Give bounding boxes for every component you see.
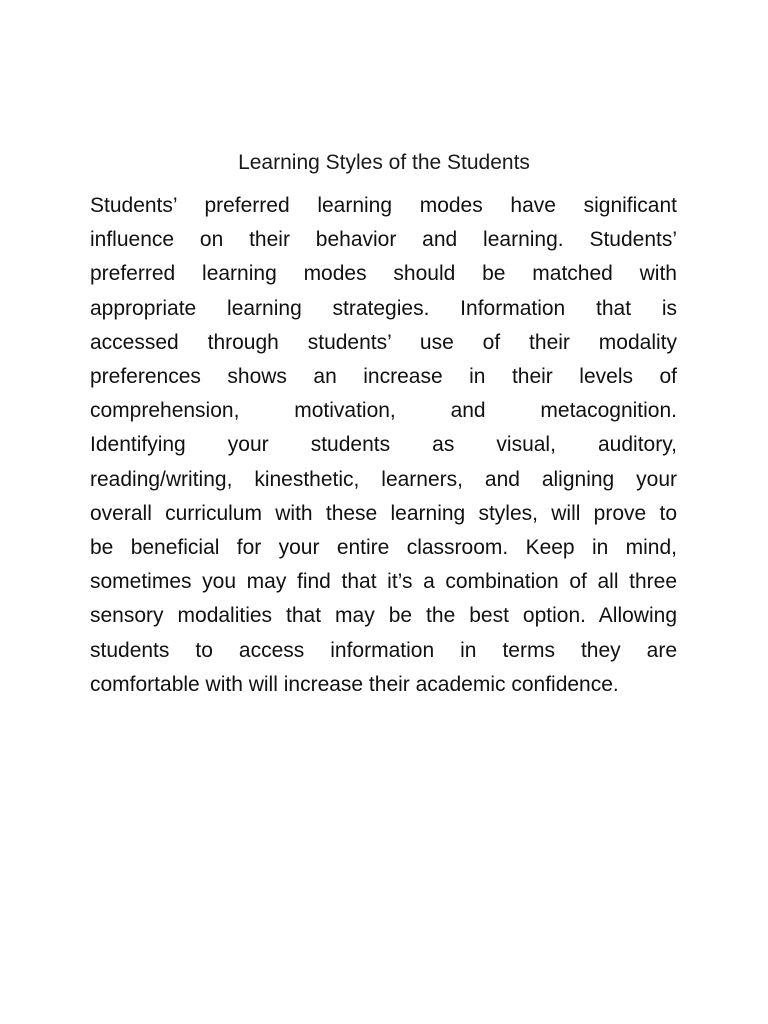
paragraph-line: sometimes you may find that it’s a combination of all three bbox=[90, 570, 677, 594]
paragraph-line: reading/writing, kinesthetic, learners, and aligning your bbox=[90, 467, 677, 491]
paragraph-line: Identifying your students as visual, auditory, bbox=[90, 433, 677, 457]
paragraph-line: students to access information in terms they are bbox=[90, 638, 677, 662]
paragraph-line: comprehension, motivation, and metacognition. bbox=[90, 399, 677, 423]
paragraph-line: preferred learning modes should be matched with bbox=[90, 262, 677, 286]
paragraph-line: Students’ preferred learning modes have significant bbox=[90, 194, 677, 217]
paragraph-line: preferences shows an increase in their levels of bbox=[90, 365, 677, 389]
paragraph-line: accessed through students’ use of their modality bbox=[90, 330, 677, 354]
document-paragraph bbox=[90, 189, 677, 702]
paragraph-line: influence on their behavior and learning. Students’ bbox=[90, 228, 677, 252]
paragraph-line: appropriate learning strategies. Information that is bbox=[90, 296, 677, 320]
paragraph-line: overall curriculum with these learning styles, will prove to bbox=[90, 501, 677, 525]
paragraph-line: sensory modalities that may be the best option. Allowing bbox=[90, 604, 677, 628]
paragraph-line: comfortable with will increase their academic confidence. bbox=[90, 672, 619, 696]
paragraph-line: be beneficial for your entire classroom. Keep in mind, bbox=[90, 536, 677, 560]
document-title: Learning Styles of the Students bbox=[238, 151, 530, 174]
